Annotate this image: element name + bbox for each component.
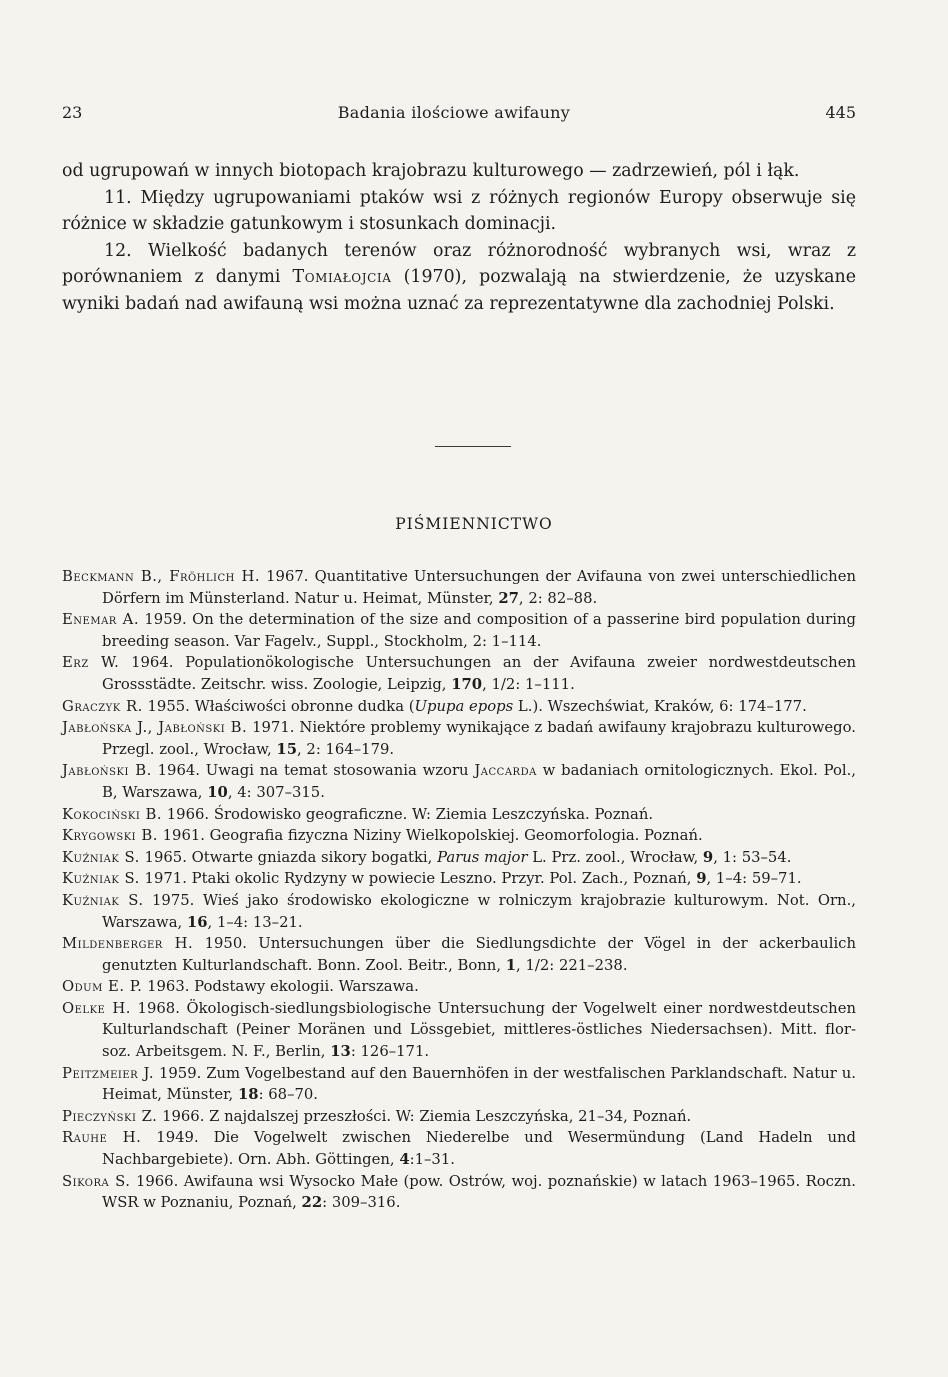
reference-text: , 2: 164–179. bbox=[297, 740, 395, 758]
reference-text: 1971. Ptaki okolic Rydzyny w powiecie Leszno. Przyr. Pol. Zach., Poznań, bbox=[139, 870, 697, 888]
reference-entry bbox=[62, 1063, 856, 1106]
reference-entry bbox=[62, 868, 856, 890]
reference-author: Mildenberger H. bbox=[62, 935, 194, 953]
reference-entry bbox=[62, 696, 856, 718]
paragraph-1: od ugrupowań w innych biotopach krajobrazu kulturowego — zadrzewień, pól i łąk. bbox=[62, 161, 800, 181]
reference-text: 1968. Ökologisch-siedlungsbiologische Untersuchung der Vogelwelt einer nordwestdeutschen Kulturlandschaft (Peiner Moränen und Lössgebiet, mittleres-östliches Niedersachsen). Mitt. flor-soz. Arbeitsgem. N. F., Berlin, bbox=[102, 999, 856, 1061]
reference-text: 1966. Awifauna wsi Wysocko Małe (pow. Ostrów, woj. poznańskie) w latach 1963–1965. Roczn. WSR w Poznaniu, Poznań, bbox=[102, 1172, 856, 1212]
reference-text: 1964. Uwagi na temat stosowania wzoru bbox=[151, 762, 475, 780]
reference-author: Jabłońska J., Jabłoński B. bbox=[62, 719, 248, 737]
reference-volume: 9 bbox=[702, 848, 714, 866]
reference-entry bbox=[62, 998, 856, 1063]
reference-entry bbox=[62, 717, 856, 760]
reference-text: , 1/2: 221–238. bbox=[516, 956, 628, 974]
reference-text: , 4: 307–315. bbox=[227, 783, 325, 801]
reference-entry bbox=[62, 933, 856, 976]
section-divider bbox=[435, 446, 511, 447]
reference-text: 1961. Geografia fizyczna Niziny Wielkopolskiej. Geomorfologia. Poznań. bbox=[157, 827, 703, 845]
reference-text: 1955. Właściwości obronne dudka ( bbox=[142, 697, 415, 715]
paragraph-3-start: 12. Wielkość badanych terenów oraz różnorodność wybranych wsi, wraz z porównaniem z danymi bbox=[62, 240, 856, 287]
reference-volume: 9 bbox=[696, 870, 707, 888]
reference-entry bbox=[62, 847, 856, 869]
reference-text: 1950. Untersuchungen über die Siedlungsdichte der Vögel in der ackerbaulich genutzten Kulturlandschaft. Bonn. Zool. Beitr., Bonn, bbox=[102, 935, 856, 974]
reference-author: Sikora S. bbox=[62, 1172, 131, 1190]
reference-text: 1963. Podstawy ekologii. Warszawa. bbox=[142, 978, 419, 996]
reference-author: Beckmann B., Fröhlich H. bbox=[62, 568, 261, 585]
reference-author: Rauhe H. bbox=[62, 1129, 142, 1147]
reference-author: Graczyk R. bbox=[62, 697, 143, 715]
header-number: 23 bbox=[62, 103, 83, 122]
reference-text: : 126–171. bbox=[350, 1043, 430, 1061]
reference-volume: 10 bbox=[207, 783, 228, 801]
reference-text: 1975. Wieś jako środowisko ekologiczne w rolniczym krajobrazie kulturowym. Not. Orn., Warszawa, bbox=[102, 891, 856, 931]
references-heading: PIŚMIENNICTWO bbox=[395, 515, 553, 533]
reference-text: L. Prz. zool., Wrocław, bbox=[527, 848, 703, 866]
reference-species: Parus major bbox=[437, 848, 528, 866]
reference-author: Kokociński B. bbox=[62, 805, 163, 823]
reference-text: 1959. On the determination of the size and composition of a passerine bird population during breeding season. Var Fagelv., Suppl., Stockholm, 2: 1–114. bbox=[102, 611, 856, 650]
reference-entry bbox=[62, 760, 856, 803]
reference-author: Jabłoński B. bbox=[62, 762, 152, 780]
reference-volume: 15 bbox=[276, 740, 297, 758]
reference-text: 1959. Zum Vogelbestand auf den Bauernhöfen in der westfalischen Parklandschaft. Natur u. Heimat, Münster, bbox=[102, 1064, 856, 1104]
reference-volume: 13 bbox=[330, 1043, 351, 1061]
running-header bbox=[62, 103, 856, 122]
reference-author: Pieczyński Z. bbox=[62, 1107, 158, 1125]
reference-text: 1949. Die Vogelwelt zwischen Niederelbe und Wesermündung (Land Hadeln und Nachbargebiete). Orn. Abh. Göttingen, bbox=[102, 1129, 857, 1169]
reference-author: Enemar A. bbox=[62, 611, 140, 629]
reference-volume: 4 bbox=[399, 1151, 410, 1169]
reference-entry bbox=[62, 976, 856, 998]
reference-author: Kuźniak S. bbox=[62, 891, 144, 909]
reference-text: 1967. Quantitative Untersuchungen der Avifauna von zwei unterschiedlichen Dörfern im Münsterland. Natur u. Heimat, Münster, bbox=[102, 568, 857, 607]
reference-cited-author: Jaccarda bbox=[474, 762, 537, 780]
reference-author: Krygowski B. bbox=[62, 827, 158, 845]
reference-entry bbox=[62, 652, 856, 695]
reference-text: , 1: 53–54. bbox=[713, 848, 792, 866]
reference-volume: 27 bbox=[498, 589, 519, 607]
paragraph-2: 11. Między ugrupowaniami ptaków wsi z różnych regionów Europy obserwuje się różnice w składzie gatunkowym i stosunkach dominacji. bbox=[62, 187, 856, 234]
reference-entry bbox=[62, 1171, 856, 1214]
reference-entry bbox=[62, 890, 856, 933]
reference-text: 1965. Otwarte gniazda sikory bogatki, bbox=[139, 848, 438, 866]
reference-volume: 170 bbox=[451, 675, 483, 693]
reference-author: Oelke H. bbox=[62, 999, 131, 1017]
reference-author: Odum E. P. bbox=[62, 978, 143, 996]
reference-volume: 16 bbox=[186, 913, 208, 931]
reference-entry bbox=[62, 825, 856, 847]
paragraph-3 bbox=[62, 238, 856, 318]
reference-text: 1971. Niektóre problemy wynikające z badań awifauny krajobrazu kulturowego. Przegl. zool., Wrocław, bbox=[102, 719, 856, 758]
cited-author: Tomiałojcia bbox=[292, 267, 392, 287]
reference-text: , 1–4: 13–21. bbox=[207, 913, 303, 931]
running-title: Badania ilościowe awifauny bbox=[337, 103, 571, 122]
reference-text: L.). Wszechświat, Kraków, 6: 174–177. bbox=[513, 697, 807, 715]
reference-text: , 2: 82–88. bbox=[518, 589, 598, 607]
reference-list bbox=[62, 566, 856, 1214]
reference-entry bbox=[62, 566, 856, 609]
reference-text: :1–31. bbox=[409, 1151, 455, 1169]
reference-entry bbox=[62, 609, 856, 652]
reference-volume: 1 bbox=[505, 956, 517, 974]
page-number: 445 bbox=[825, 103, 856, 122]
reference-text: , 1–4: 59–71. bbox=[706, 870, 802, 888]
reference-volume: 18 bbox=[237, 1086, 259, 1104]
reference-text: 1966. Z najdalszej przeszłości. W: Ziemia Leszczyńska, 21–34, Poznań. bbox=[157, 1107, 692, 1125]
reference-entry bbox=[62, 804, 856, 826]
reference-text: : 68–70. bbox=[258, 1086, 319, 1104]
reference-author: Kuźniak S. bbox=[62, 848, 140, 866]
reference-entry bbox=[62, 1106, 856, 1128]
reference-text: 1966. Środowisko geograficzne. W: Ziemia Leszczyńska. Poznań. bbox=[162, 805, 654, 823]
reference-author: Kuźniak S. bbox=[62, 870, 140, 888]
reference-entry bbox=[62, 1127, 856, 1170]
reference-text: : 309–316. bbox=[322, 1194, 401, 1212]
reference-text: , 1/2: 1–111. bbox=[482, 675, 575, 693]
reference-author: Erz W. bbox=[62, 654, 120, 672]
paragraph-3-end: (1970), pozwalają na stwierdzenie, że uzyskane wyniki badań nad awifauną wsi można uznać za reprezentatywne dla zachodniej Polski. bbox=[62, 267, 856, 314]
reference-volume: 22 bbox=[301, 1194, 323, 1212]
conclusions-text bbox=[62, 158, 856, 317]
reference-text: w badaniach ornitologicznych. Ekol. Pol., B, Warszawa, bbox=[102, 762, 856, 801]
reference-species: Upupa epops bbox=[414, 697, 514, 715]
reference-text: 1964. Populationökologische Untersuchungen an der Avifauna zweier nordwestdeutschen Grossstädte. Zeitschr. wiss. Zoologie, Leipzig, bbox=[102, 654, 856, 693]
reference-author: Peitzmeier J. bbox=[62, 1064, 155, 1082]
